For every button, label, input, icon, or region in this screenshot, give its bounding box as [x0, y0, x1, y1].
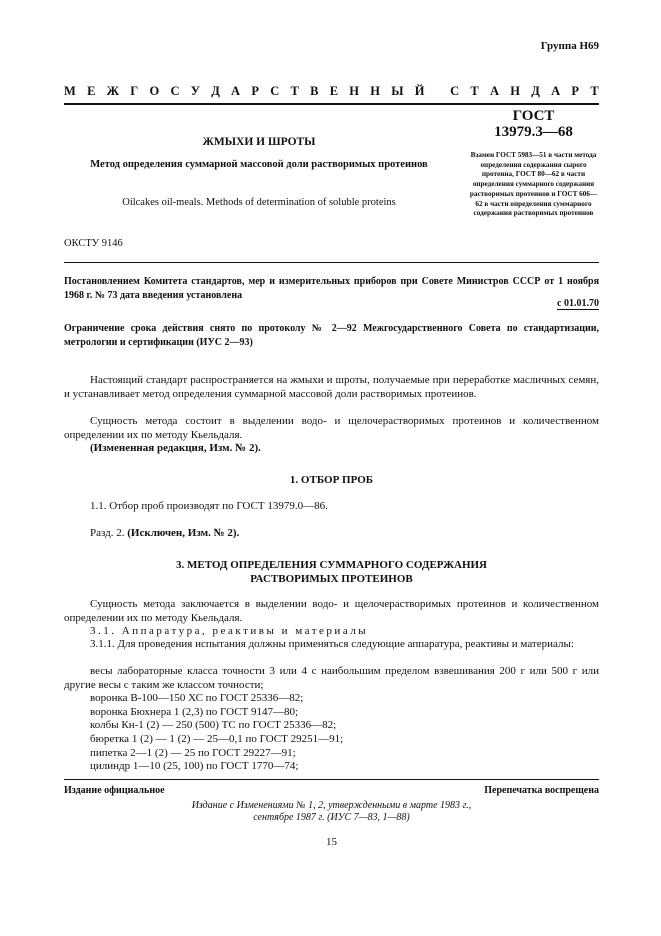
heading-letter: Ж: [106, 84, 120, 98]
section-2-prefix: Разд. 2.: [90, 527, 125, 539]
heading-letter: Е: [87, 84, 96, 98]
group-code: Группа Н69: [540, 40, 599, 52]
heading-letter: Д: [211, 84, 220, 98]
replaces-note: Взамен ГОСТ 5983—51 в части метода определения содержания сырого протеина, ГОСТ 80—62 в части определения суммарного содержания растворимых протеинов и ГОСТ 606—62 в части определения суммарного содержания растворимых протеинов: [469, 151, 598, 218]
list-item: весы лабораторные класса точности 3 или 4 с наибольшим пределом взвешивания 200 г или 500 г или другие весы с таким же классом точности;: [64, 665, 599, 691]
interstate-standard-heading: [64, 84, 599, 99]
edition-note: [64, 800, 599, 824]
official-edition-label: Издание официальное: [64, 785, 165, 796]
document-subtitle: Метод определения суммарной массовой доли растворимых протеинов: [90, 159, 428, 170]
section-2-amendment: (Исключен, Изм. № 2).: [127, 527, 240, 539]
page-number: 15: [326, 836, 337, 848]
header-rule: [64, 103, 599, 105]
footer-rule: [64, 779, 599, 780]
heading-letter: Т: [290, 84, 299, 98]
heading-letter: Р: [571, 84, 580, 98]
heading-letter: Т: [590, 84, 599, 98]
edition-line-1: Издание с Изменениями № 1, 2, утвержденными в марте 1983 г.,: [191, 800, 472, 811]
heading-letter: Е: [329, 84, 339, 98]
list-item: цилиндр 1—10 (25, 100) по ГОСТ 1770—74;: [90, 760, 299, 773]
heading-letter: А: [551, 84, 561, 98]
intro-paragraph: Настоящий стандарт распространяется на жмыхи и шроты, получаемые при переработке масличных семян, и устанавливает метод определения суммарной массовой доли растворимых протеинов.: [64, 374, 599, 400]
list-item: воронка В-100—150 ХС по ГОСТ 25336—82;: [90, 692, 304, 705]
heading-letter: Н: [370, 84, 380, 98]
section-1-title: 1. ОТБОР ПРОБ: [289, 474, 374, 486]
heading-letter: Й: [414, 84, 425, 98]
restriction-note: Ограничение срока действия снято по протоколу № 2—92 Межгосударственного Совета по стандартизации, метрологии и сертификации (ИУС 2—93): [64, 323, 599, 348]
heading-letter: Г: [130, 84, 139, 98]
heading-letter: Ы: [391, 84, 404, 98]
heading-letter: В: [310, 84, 319, 98]
heading-gap: [436, 84, 439, 99]
list-item: воронка Бюхнера 1 (2,3) по ГОСТ 9147—80;: [90, 705, 299, 718]
list-item: колбы Кн-1 (2) — 250 (500) ТС по ГОСТ 25336—82;: [90, 719, 337, 732]
heading-letter: С: [450, 84, 460, 98]
heading-letter: А: [231, 84, 241, 98]
heading-letter: Н: [349, 84, 360, 98]
gost-label: ГОСТ: [512, 108, 555, 124]
reprint-notice: Перепечатка воспрещена: [484, 785, 599, 796]
effective-date-wrap: [64, 298, 599, 309]
heading-letter: Д: [531, 84, 540, 98]
list-item: пипетка 2—1 (2) — 25 по ГОСТ 29227—91;: [90, 746, 296, 759]
gost-number: 13979.3—68: [494, 124, 573, 140]
heading-letter: М: [64, 84, 76, 98]
equipment-list: [64, 665, 599, 774]
section-3-paragraph: Сущность метода заключается в выделении водо- и щелочерастворимых протеинов и количественном определении их по методу Кьельдаля.: [64, 598, 599, 624]
intro-amendment: (Измененная редакция, Изм. № 2).: [90, 442, 261, 454]
intro-method-paragraph: Сущность метода состоит в выделении водо- и щелочерастворимых протеинов и количественном определении их по методу Кьельдаля.: [64, 415, 599, 441]
heading-letter: Н: [510, 84, 521, 98]
heading-letter: С: [170, 84, 180, 98]
heading-letter: Р: [251, 84, 259, 98]
okstu-code: ОКСТУ 9146: [64, 238, 123, 249]
heading-letter: У: [190, 84, 200, 98]
section-3-1-heading: 3.1. Аппаратура, реактивы и материалы: [90, 625, 369, 637]
heading-letter: С: [270, 84, 280, 98]
section-3-title: 3. МЕТОД ОПРЕДЕЛЕНИЯ СУММАРНОГО СОДЕРЖАНИЯ РАСТВОРИМЫХ ПРОТЕИНОВ: [175, 559, 487, 585]
document-title: ЖМЫХИ И ШРОТЫ: [202, 136, 316, 148]
effective-date: с 01.01.70: [557, 298, 599, 309]
decree-text: Постановлением Комитета стандартов, мер и измерительных приборов при Совете Министров СССР от 1 ноября 1968 г. № 73 дата введения установлена: [64, 276, 599, 301]
list-item: бюретка 1 (2) — 1 (2) — 25—0,1 по ГОСТ 29251—91;: [90, 732, 344, 745]
edition-line-2: сентябре 1987 г. (ИУС 7—83, 1—88): [253, 812, 410, 823]
title-rule: [64, 262, 599, 263]
section-3-1-1-paragraph: 3.1.1. Для проведения испытания должны применяться следующие аппаратура, реактивы и материалы:: [90, 638, 574, 650]
section-2-note: [64, 527, 599, 541]
heading-letter: О: [149, 84, 160, 98]
section-1-paragraph: 1.1. Отбор проб производят по ГОСТ 13979.0—86.: [90, 500, 328, 512]
gost-designation: [468, 108, 599, 140]
english-title: Oilcakes oil-meals. Methods of determination of soluble proteins: [122, 197, 396, 208]
heading-letter: А: [490, 84, 500, 98]
heading-letter: Т: [470, 84, 479, 98]
